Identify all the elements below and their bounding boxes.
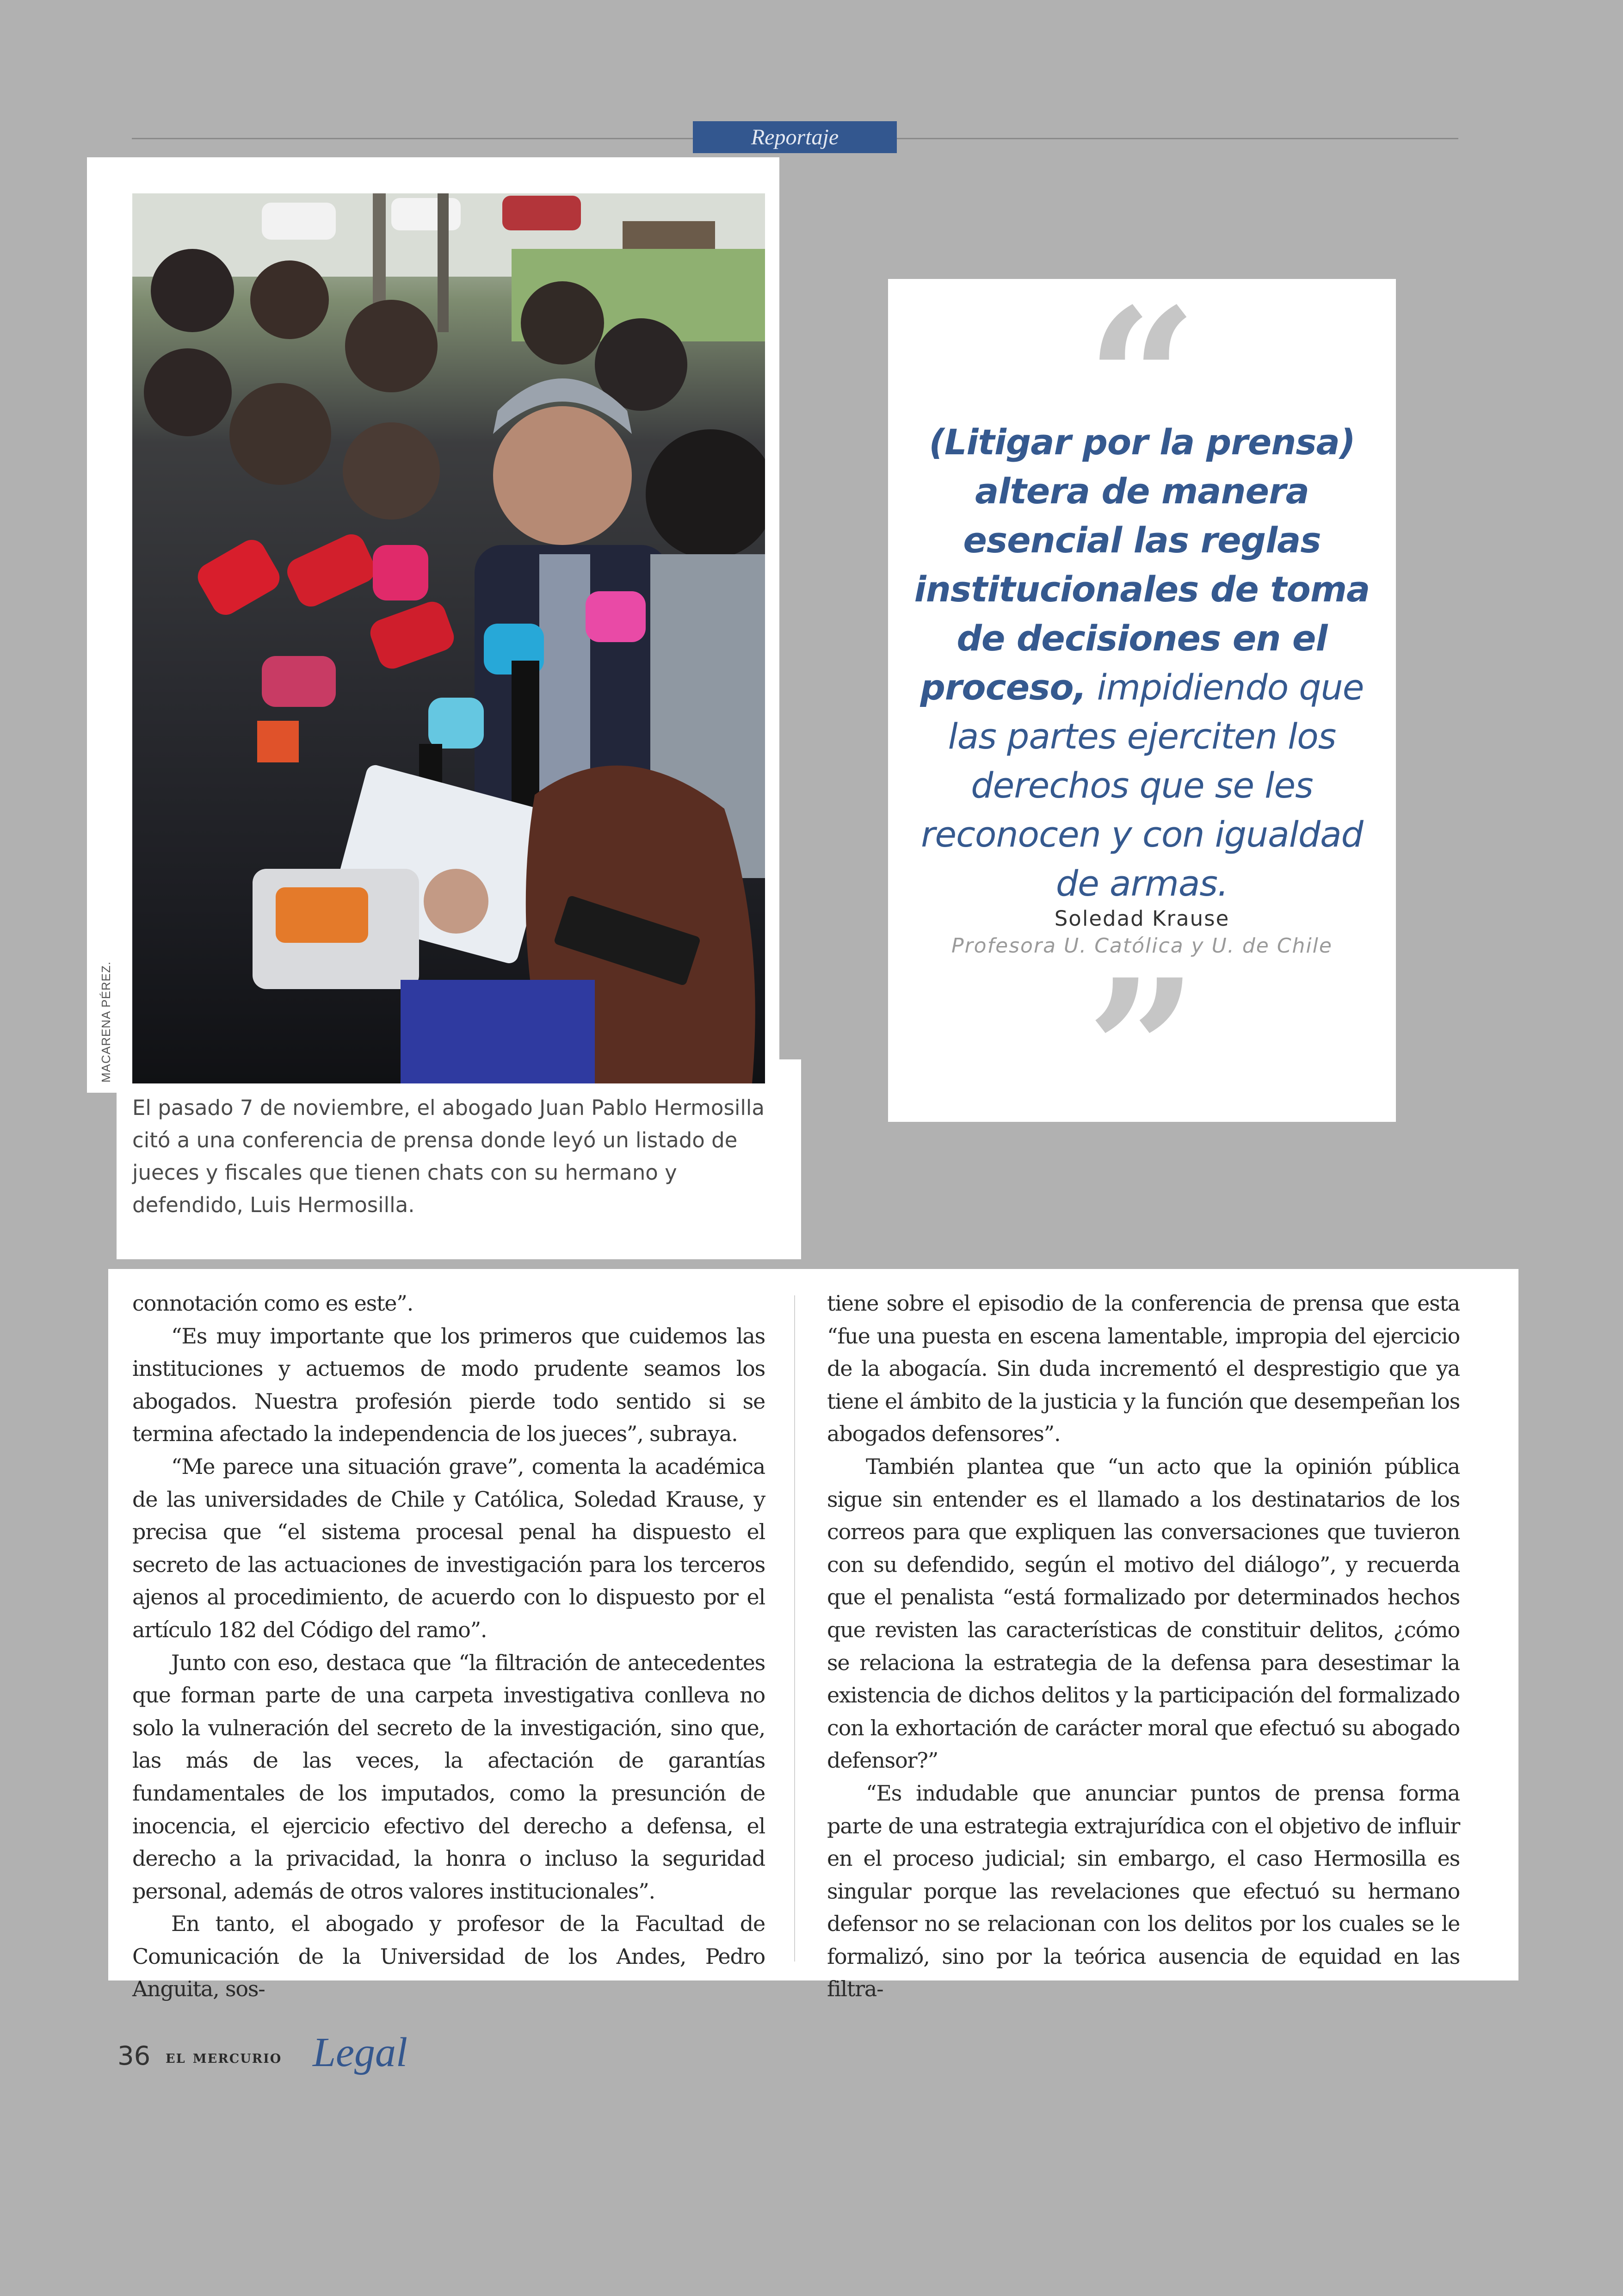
- page-number: 36: [117, 2041, 151, 2071]
- quote-author: Soledad Krause: [1054, 906, 1230, 931]
- photo-illustration: [132, 193, 765, 1083]
- paragraph: “Es muy importante que los primeros que cuidemos las instituciones y actuemos de modo prudente seamos los abogados. Nuestra profesión pierde todo sentido si se termina afectado la independencia de los jueces”, subraya.: [132, 1323, 765, 1447]
- paragraph: En tanto, el abogado y profesor de la Facultad de Comunicación de la Universidad de los Andes, Pedro Anguita, sos-: [132, 1911, 765, 2002]
- article-column-right: [827, 1287, 1460, 2005]
- quote-open-icon: “: [1086, 266, 1198, 495]
- pull-quote-card: [888, 266, 1396, 1165]
- press-conference-photo: [132, 193, 765, 1083]
- pull-quote-regular: impidiendo que las partes ejerciten los derechos que se les reconocen y con igualdad de armas.: [921, 667, 1364, 904]
- quote-close-icon: ”: [1086, 937, 1198, 1165]
- column-divider: [794, 1295, 795, 1962]
- paragraph: connotación como es este”.: [132, 1291, 413, 1316]
- paragraph: Junto con eso, destaca que “la filtración de antecedentes que forman parte de una carpeta investigativa conlleva no solo la vulneración del secreto de la investigación, sino que, las más de las veces, la afectación de garantías fundamentales de los imputados, como la presunción de inocencia, el ejercicio efectivo del derecho a defensa, el derecho a la privacidad, la honra o incluso la seguridad personal, además de otros valores institucionales”.: [132, 1650, 765, 1904]
- publication-name: el mercurio: [166, 2046, 282, 2067]
- pull-quote-bold: (Litigar por la prensa) altera de manera esencial las reglas institucionales de toma de decisiones en el proceso,: [914, 421, 1370, 708]
- quote-author-role: Profesora U. Católica y U. de Chile: [951, 934, 1333, 958]
- paragraph: tiene sobre el episodio de la conferencia de prensa que esta “fue una puesta en escena lamentable, impropia del ejercicio de la abogacía. Sin duda incrementó el desprestigio que ya tiene el ámbito de la justicia y la función que desempeñan los abogados defensores”.: [827, 1291, 1460, 1447]
- paragraph: “Es indudable que anunciar puntos de prensa forma parte de una estrategia extrajurídica con el objetivo de influir en el proceso judicial; sin embargo, el caso Hermosilla es singular porque las revelaciones que efectuó su hermano defensor no se relacionan con los delitos por los cuales se le formalizó, sino por la teórica ausencia de equidad en las filtra-: [827, 1780, 1460, 2002]
- publication-section: Legal: [313, 2030, 408, 2075]
- photo-caption: El pasado 7 de noviembre, el abogado Juan Pablo Hermosilla citó a una conferencia de prensa donde leyó un listado de jueces y fiscales que tienen chats con su hermano y defendido, Luis Hermosilla.: [132, 1095, 765, 1217]
- paragraph: “Me parece una situación grave”, comenta la académica de las universidades de Chile y Católica, Soledad Krause, y precisa que “el sistema procesal penal ha dispuesto el secreto de las actuaciones de investigación para los terceros ajenos al procedimiento, de acuerdo con lo dispuesto por el artículo 182 del Código del ramo”.: [132, 1454, 765, 1642]
- article-column-left: [132, 1287, 765, 2005]
- section-tag: Reportaje: [693, 121, 897, 153]
- paragraph: También plantea que “un acto que la opinión pública sigue sin entender es el llamado a los destinatarios de los correos para que expliquen las conversaciones que tuvieron con su defendido, según el motivo del diálogo”, y recuerda que el penalista “está formalizado por determinados hechos que revisten las características de constituir delitos, ¿cómo se relaciona la estrategia de la defensa para desestimar la existencia de dichos delitos y la participación del formalizado con la exhortación de carácter moral que efectuó su abogado defensor?”: [827, 1454, 1460, 1773]
- pull-quote-text: [907, 418, 1377, 908]
